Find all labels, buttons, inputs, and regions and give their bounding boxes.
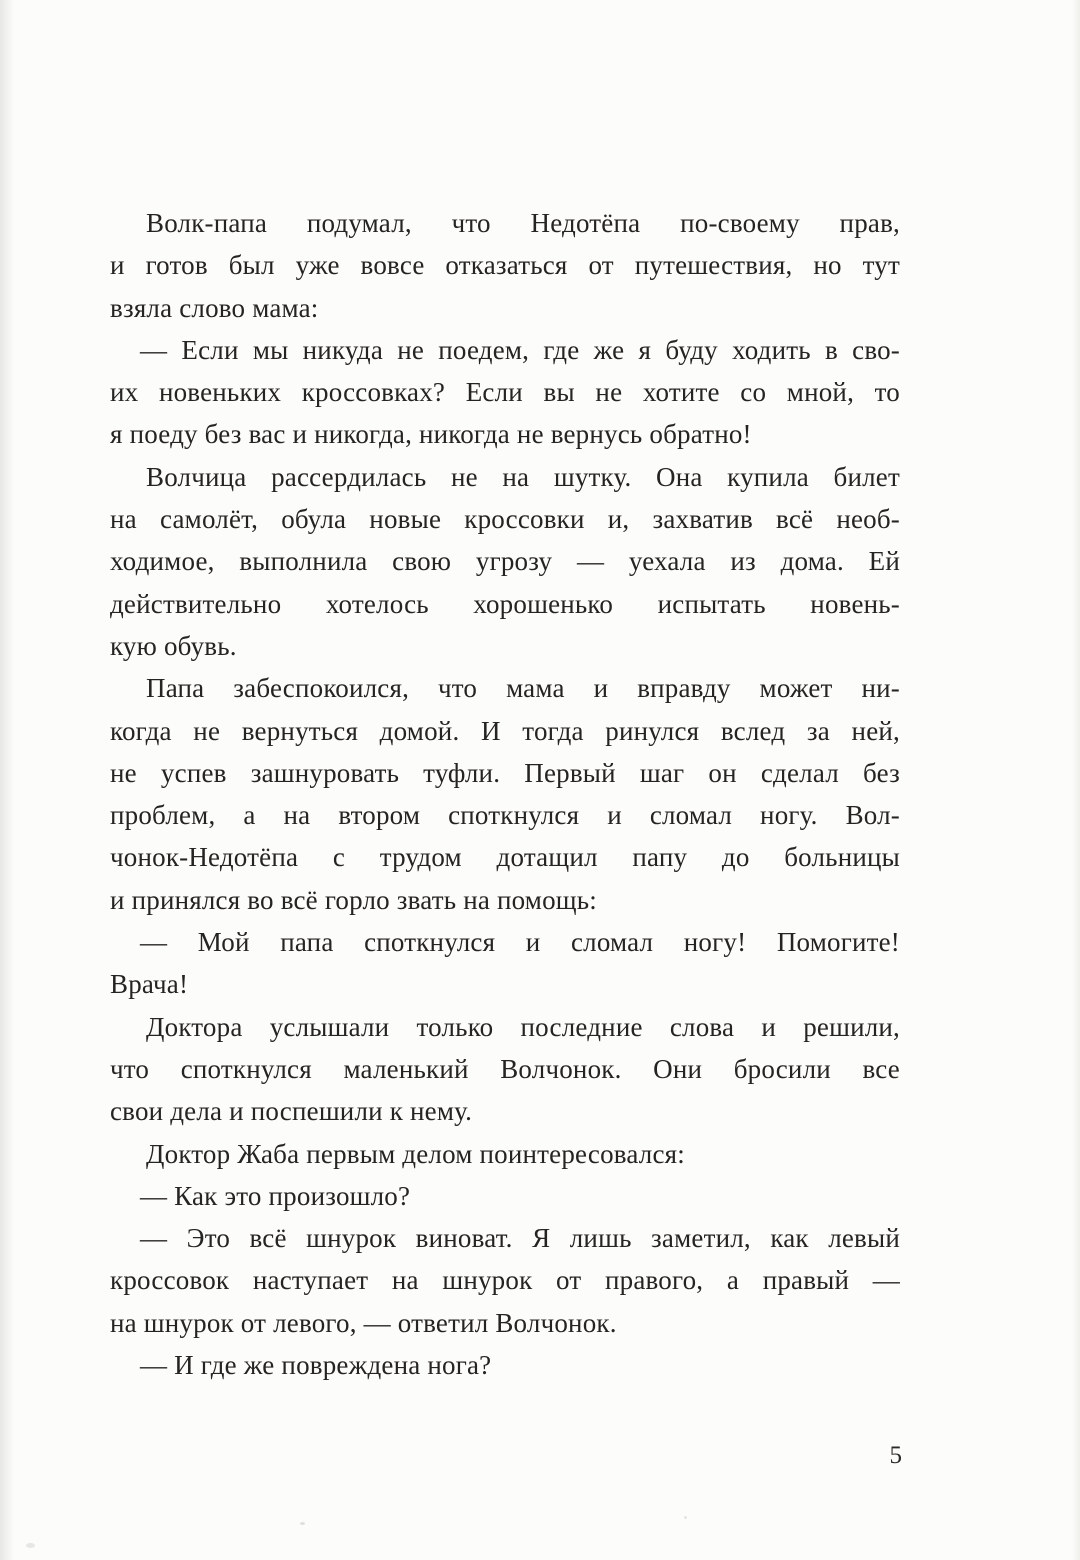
text-line: — Это всё шнурок виноват. Я лишь заметил, как левый [140,1223,900,1254]
text-line: кую обувь. [110,630,237,661]
paragraph [110,1344,900,1386]
text-line: на самолёт, обула новые кроссовки и, захватив всё необ- [110,504,900,535]
text-line: когда не вернуться домой. И тогда ринулся вслед за ней, [110,715,900,746]
text-line: Папа забеспокоился, что мама и вправду может ни- [146,673,900,704]
text-block [110,202,900,1386]
text-line: взяла слово мама: [110,292,319,323]
page-edge-shadow-left [0,0,14,1560]
text-line: я поеду без вас и никогда, никогда не вернусь обратно! [110,419,752,450]
text-line: — Если мы никуда не поедем, где же я буду ходить в сво- [140,334,900,365]
text-line: Волчица рассердилась не на шутку. Она купила билет [146,461,900,492]
text-line: и готов был уже вовсе отказаться от путешествия, но тут [110,250,900,281]
text-line: их новеньких кроссовках? Если вы не хотите со мной, то [110,377,900,408]
text-line: кроссовок наступает на шнурок от правого, а правый — [110,1265,900,1296]
text-line: — Мой папа споткнулся и сломал ногу! Помогите! [140,927,900,958]
text-line: не успев зашнуровать туфли. Первый шаг он сделал без [110,757,900,788]
text-line: Врача! [110,969,189,1000]
text-line: Доктора услышали только последние слова и решили, [146,1011,900,1042]
text-line: и принялся во всё горло звать на помощь: [110,884,597,915]
scan-speck [26,1543,35,1548]
scan-speck [684,1516,687,1519]
paragraph [110,1006,900,1133]
text-line: чонок-Недотёпа с трудом дотащил папу до больницы [110,842,900,873]
page-number: 5 [889,1442,902,1469]
text-line: проблем, а на втором споткнулся и сломал ногу. Вол- [110,800,900,831]
paragraph [110,921,900,1006]
text-line: ходимое, выполнила свою угрозу — уехала из дома. Ей [110,546,900,577]
text-line: что споткнулся маленький Волчонок. Они бросили все [110,1053,900,1084]
text-line: — И где же повреждена нога? [140,1350,492,1381]
text-line: Доктор Жаба первым делом поинтересовался: [146,1138,685,1169]
text-line: — Как это произошло? [140,1180,411,1211]
text-line: Волк-папа подумал, что Недотёпа по-своему прав, [146,208,900,238]
page-edge-shadow-right [1072,0,1080,1560]
paragraph [110,1217,900,1344]
text-line: на шнурок от левого, — ответил Волчонок. [110,1307,617,1338]
paragraph [110,202,900,329]
paragraph [110,667,900,921]
text-line: свои дела и поспешили к нему. [110,1096,473,1127]
paragraph [110,456,900,667]
paragraph [110,329,900,456]
scan-speck [300,1522,305,1525]
paragraph [110,1133,900,1175]
paragraph [110,1175,900,1217]
text-line: действительно хотелось хорошенько испытать новень- [110,588,900,619]
